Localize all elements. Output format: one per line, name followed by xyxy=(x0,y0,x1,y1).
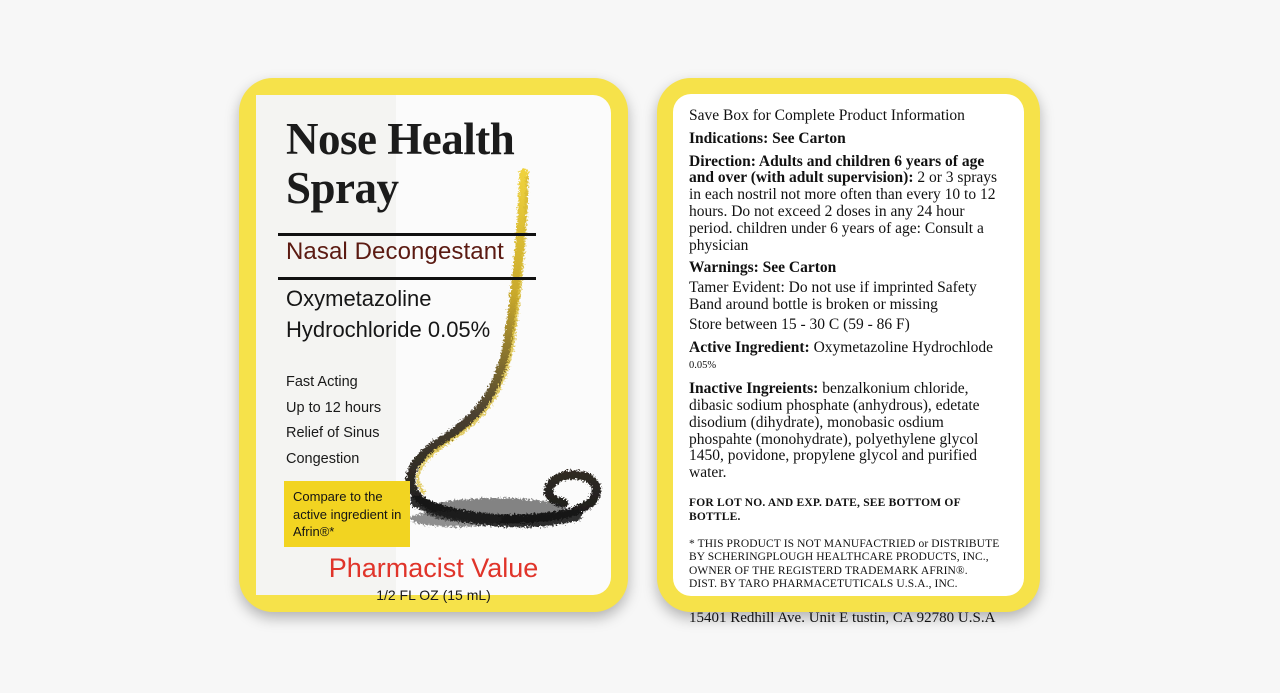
active-ingredient-block xyxy=(689,340,1009,376)
front-label-panel xyxy=(239,78,628,612)
divider-below-subtitle xyxy=(278,277,536,280)
directions-body: 2 or 3 sprays in each nostril not more often than every 10 to 12 hours. Do not exceed 2 doses in any 24 hour period. children under 6 years of age: Consult a physician xyxy=(689,169,998,254)
benefit-item: Fast Acting xyxy=(286,374,358,390)
lot-number-text: FOR LOT NO. AND EXP. DATE, SEE BOTTOM OF BOTTLE xyxy=(689,496,961,523)
benefit-item: Congestion xyxy=(286,450,360,467)
active-ingredient-front xyxy=(286,283,536,345)
benefit-item: Relief of Sinus xyxy=(286,425,380,441)
product-subtitle: Nasal Decongestant xyxy=(286,238,504,265)
active-ingredient-strength: 0.05% xyxy=(689,360,717,372)
active-ingredient-label: Active Ingredient: xyxy=(689,338,810,356)
disclaimer-line2: BY SCHERINGPLOUGH HEALTHCARE PRODUCTS, INC., xyxy=(689,551,989,564)
active-ingredient-line2: Hydrochloride 0.05% xyxy=(286,317,491,342)
divider-above-subtitle xyxy=(278,233,536,236)
front-label-face xyxy=(256,95,611,603)
brand-line: Pharmacist Value xyxy=(328,553,539,583)
indications-line xyxy=(689,131,1009,148)
back-label-face xyxy=(673,94,1024,626)
product-title-line2: Spray xyxy=(286,163,399,213)
nose-illustration xyxy=(396,171,611,556)
product-title xyxy=(286,115,596,213)
benefits-list xyxy=(286,370,396,472)
inactive-ingredients-label: Inactive Ingreients: xyxy=(689,380,819,398)
back-label-text xyxy=(689,108,1009,633)
company-address: 15401 Redhill Ave. Unit E tustin, CA 92780 U.S.A xyxy=(689,609,996,626)
back-label-panel xyxy=(657,78,1040,626)
active-ingredient-line1: Oxymetazoline xyxy=(286,286,432,311)
compare-to-callout xyxy=(284,481,410,547)
indications-label: Indications: See Carton xyxy=(689,129,846,147)
directions-label: Direction: Adults and children 6 years of age and over (with adult supervision): xyxy=(689,152,985,187)
storage-text: Store between 15 - 30 C (59 - 86 F) xyxy=(689,315,910,333)
disclaimer-line1: * THIS PRODUCT IS NOT MANUFACTRIED or DISTRIBUTE xyxy=(689,537,1000,550)
benefit-item: Up to 12 hours xyxy=(286,399,382,416)
inactive-ingredients-body: benzalkonium chloride, dibasic sodium phosphate (anhydrous), edetate disodium (dihydrate), monobasic osdium phospahte (monohydrate), polyethylene glycol 1450, povidone, propylene glycol and purified water. xyxy=(689,380,980,482)
compare-to-text: Compare to the active ingredient in Afrin®* xyxy=(293,489,402,539)
trademark-disclaimer xyxy=(689,538,1009,592)
inactive-ingredients-block xyxy=(689,381,1009,482)
save-box-line: Save Box for Complete Product Information xyxy=(689,107,965,124)
lot-number-line: FOR LOT NO. AND EXP. DATE, SEE BOTTOM OF BOTTLE. xyxy=(689,496,961,523)
disclaimer-line3: OWNER OF THE REGISTERD TRADEMARK AFRIN®. xyxy=(689,564,968,577)
disclaimer-line4: DIST. BY TARO PHARMACETUTICALS U.S.A., INC. xyxy=(689,578,958,591)
warnings-label: Warnings: See Carton xyxy=(689,259,837,277)
product-title-line1: Nose Health xyxy=(286,114,515,164)
net-contents: 1/2 FL OZ (15 mL) xyxy=(376,587,491,603)
active-ingredient-body: Oxymetazoline Hydrochlode xyxy=(813,338,994,356)
directions-block xyxy=(689,154,1009,255)
warnings-line xyxy=(689,260,1009,277)
tamper-evident-text: Tamer Evident: Do not use if imprinted Safety Band around bottle is broken or missing xyxy=(689,279,977,313)
